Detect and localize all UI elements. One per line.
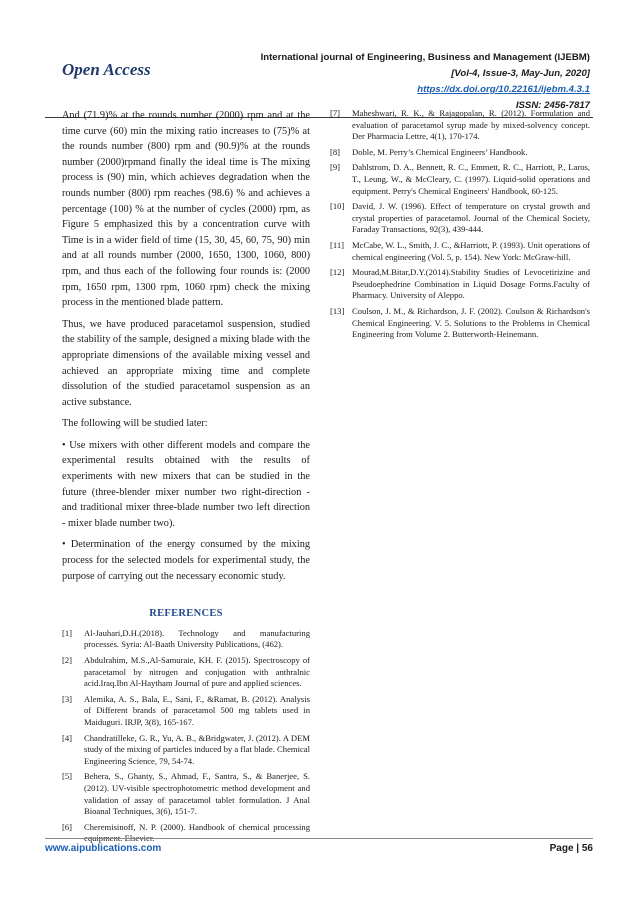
reference-text: Behera, S., Ghanty, S., Ahmad, F., Santra, S., & Banerjee, S. (2012). UV-visible spectrophotometric method development and validation of assay of paracetamol tablet formulation. J Anal Bioanal Techniques, 3(6), 151-7. — [84, 771, 310, 817]
issn: ISSN: 2456-7817 — [515, 100, 590, 111]
reference-text: Maheshwari, R. K., & Rajagopalan, R. (2012). Formulation and evaluation of paracetamol syrup made by mixed-solvency concept. Der Pharmacia Lettre, 4(1), 170-174. — [352, 108, 590, 142]
reference-text: Al-Jauhari,D.H.(2018). Technology and manufacturing processes. Syria: Al-Baath University Publications, (462). — [84, 627, 310, 650]
references-heading: REFERENCES — [149, 608, 223, 620]
reference-number: [6] — [62, 821, 73, 832]
reference-item — [330, 306, 590, 341]
reference-number: [13] — [330, 305, 345, 316]
reference-number: [4] — [62, 732, 73, 743]
doi-link[interactable]: https://dx.doi.org/10.22161/ijebm.4.3.1 — [417, 84, 590, 95]
reference-number: [3] — [62, 693, 73, 704]
reference-number: [5] — [62, 771, 73, 782]
body-paragraph: • Use mixers with other different models and compare the experimental results obtained with the results of experiments with new mixers that can be studied in the future (three-blender mixer number two right-direction - and traditional mixer three-blade number two left direction - mixer blade number two). — [62, 439, 310, 529]
reference-item — [330, 240, 590, 263]
reference-text: Dahlstrom, D. A., Bennett, R. C., Emmett, R. C., Harriott, P., Laros, T., Leung, W., & McCleary, C. (1997). Liquid-solid operations and equipment. Perry's Chemical Engineers' Handbook, 60-125. — [352, 162, 590, 196]
reference-item — [330, 201, 590, 236]
reference-text: Doble, M. Perry’s Chemical Engineers’ Handbook. — [352, 146, 528, 157]
body-paragraph: And (71.9)% at the rounds number (2000) rpm and at the time curve (60) min the mixing ratio increases to (75)% at the rounds number (800) rpm and (90.9)% at the rounds number (2000)rpmand finally the ideal time is The mixing process is (90) min, which achieves degradation when the rounds number (800) rpm reaches (98.6) % and achieves a percentage (100) % at the number of cycles (2000) rpm, as Figure 5 emphasized this by a concentration curve with Time is in a wider field of time (15, 30, 45, 60, 75, 90) min and at all rounds number (2000, 1650, 1300, 1060, 800) rpm, and thus each of the following four rounds is: (2000 rpm, 1650 rpm, 1300 rpm, 1060 rpm) check the mixing process in the mentioned blade pattern. — [62, 110, 310, 309]
reference-item — [62, 694, 310, 729]
reference-item — [62, 822, 310, 845]
reference-item — [330, 267, 590, 302]
body-paragraph: • Determination of the energy consumed by the mixing process for the selected models for experimental study, the purpose of carrying out the necessary economic study. — [62, 539, 310, 582]
body-paragraph: Thus, we have produced paracetamol suspension, studied the stability of the sample, designed a mixing blade with the appropriate dimensions of the available mixing vessel and achieved an appropriate mixing time and complete dissolution of the studied paracetamol suspension as an active substance. — [62, 318, 310, 408]
reference-item — [62, 628, 310, 651]
references-list-right — [330, 108, 590, 341]
reference-text: Mourad,M.Bitar,D.Y.(2014).Stability Studies of Levocetirizine and Pseudoephedrine Combination in Liquid Dosage Forms.Faculty of Pharmacy. University of Aleppo. — [352, 267, 590, 301]
reference-item — [330, 108, 590, 143]
journal-header — [210, 50, 590, 114]
reference-number: [1] — [62, 627, 73, 638]
reference-item — [62, 771, 310, 817]
reference-number: [10] — [330, 201, 345, 212]
reference-text: Abdulrahim, M.S.,Al-Samuraie, KH. F. (2015). Spectroscopy of paracetamol by nitrogen and conjugation with anthralnic acid.Iraq.Ibn Al-Haytham Journal of pure and applied sciences. — [84, 655, 310, 689]
reference-text: McCabe, W. L., Smith, J. C., &Harriott, P. (1993). Unit operations of chemical engineering (Vol. 5, p. 154). New York: McGraw-hill. — [352, 239, 590, 262]
reference-number: [12] — [330, 267, 345, 278]
reference-text: Alemika, A. S., Bala, E., Sani, F., &Ramat, B. (2012). Analysis of Different brands of paracetamol 500 mg tablets used in Maiduguri. IRJP, 3(8), 165-167. — [84, 693, 310, 727]
reference-text: Chandratilleke, G. R., Yu, A. B., &Bridgwater, J. (2012). A DEM study of the mixing of particles induced by a flat blade. Chemical Engineering Science, 79, 54-74. — [84, 732, 310, 766]
right-column — [330, 108, 590, 345]
journal-title: International journal of Engineering, Business and Management (IJEBM) — [260, 52, 590, 63]
reference-number: [8] — [330, 146, 341, 157]
reference-number: [7] — [330, 108, 341, 118]
reference-text: Coulson, J. M., & Richardson, J. F. (2002). Coulson & Richardson's Chemical Engineering. V. 5. Solutions to the Problems in Chemical Engineering from Volume 2. Butterworth-Heinemann. — [352, 305, 590, 340]
footer-url-link[interactable]: www.aipublications.com — [45, 843, 162, 854]
reference-number: [11] — [330, 239, 344, 250]
footer-rule — [45, 838, 593, 839]
page-number: Page | 56 — [549, 843, 593, 854]
left-column — [62, 108, 310, 849]
reference-number: [9] — [330, 162, 341, 173]
body-paragraph: The following will be studied later: — [62, 418, 208, 430]
reference-text: David, J. W. (1996). Effect of temperature on crystal growth and crystal properties of paracetamol. Journal of the Chemical Society, Faraday Transactions, 92(3), 439-444. — [352, 201, 590, 235]
reference-item — [330, 147, 590, 159]
reference-number: [2] — [62, 655, 73, 665]
reference-item — [62, 655, 310, 690]
references-list-left — [62, 628, 310, 845]
journal-volume: [Vol-4, Issue-3, May-Jun, 2020] — [451, 68, 590, 79]
reference-item — [330, 162, 590, 197]
reference-text: Cheremisinoff, N. P. (2000). Handbook of chemical processing — [84, 821, 310, 832]
open-access-label: Open Access — [62, 60, 151, 79]
reference-item — [62, 733, 310, 768]
